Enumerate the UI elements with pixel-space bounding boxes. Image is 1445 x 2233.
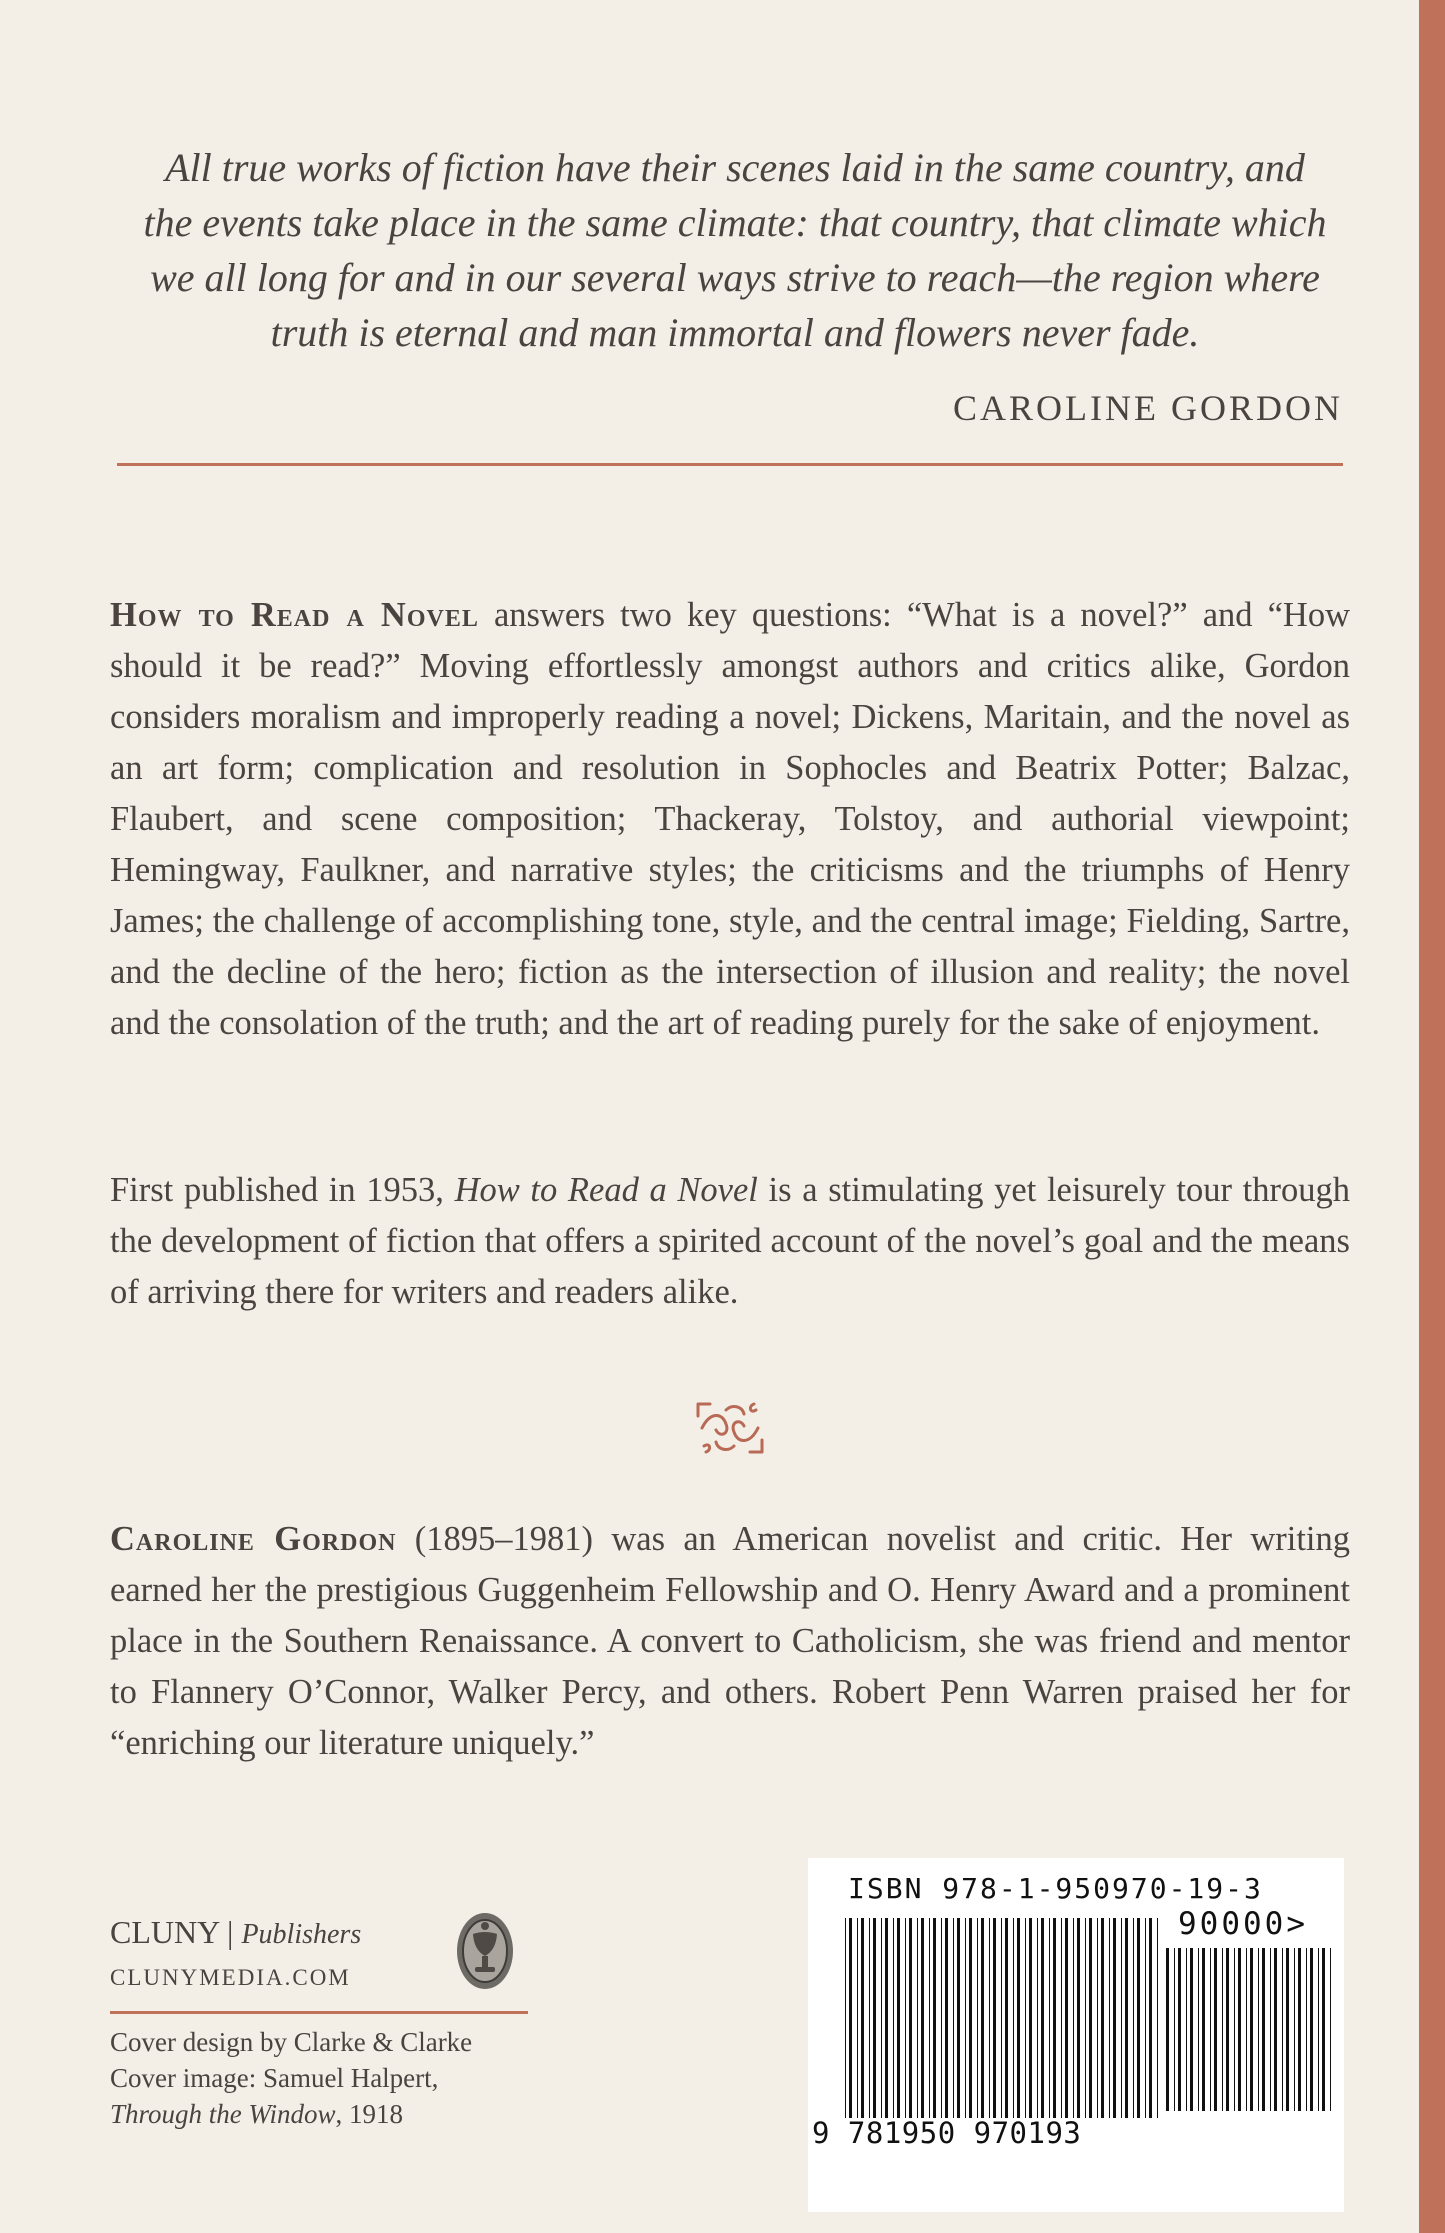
- book-title-italic: How to Read a Novel: [454, 1171, 758, 1209]
- barcode-bar: [1318, 1948, 1319, 2111]
- cover-credits: [110, 2024, 472, 2132]
- barcode-bar: [893, 1918, 894, 2118]
- barcode-bar: [1073, 1918, 1074, 2118]
- publisher-logo: [110, 1914, 361, 1951]
- barcode-bar: [869, 1918, 870, 2118]
- barcode-bar: [933, 1918, 936, 2118]
- barcode-bar: [1226, 1948, 1229, 2111]
- barcode-bar: [1298, 1948, 1301, 2111]
- barcode-bar: [1137, 1918, 1140, 2118]
- barcode-bar: [849, 1918, 852, 2118]
- barcode-bar: [1097, 1918, 1098, 2118]
- barcode-bar: [1258, 1948, 1259, 2111]
- barcode-bar: [1234, 1948, 1235, 2111]
- barcode-bar: [881, 1918, 882, 2118]
- barcode-bar: [1065, 1918, 1068, 2118]
- barcode-bar: [1294, 1948, 1295, 2111]
- publisher-separator: |: [219, 1914, 242, 1950]
- quote-line: we all long for and in our several ways strive to reach—the region where: [150, 255, 1320, 300]
- barcode-bar: [1085, 1918, 1086, 2118]
- barcode-bar: [929, 1918, 930, 2118]
- image-year: , 1918: [335, 2099, 404, 2129]
- barcode-bar: [1113, 1918, 1116, 2118]
- barcode-bar: [1001, 1918, 1002, 2118]
- barcode-bar: [965, 1918, 966, 2118]
- epigraph-quote: [140, 140, 1330, 360]
- design-credit: Cover design by Clarke & Clarke: [110, 2027, 473, 2057]
- barcode-bar: [1190, 1948, 1193, 2111]
- barcode-bar: [993, 1918, 996, 2118]
- barcode-bar: [1025, 1918, 1026, 2118]
- quote-line: truth is eternal and man immortal and flowers never fade.: [270, 310, 1200, 355]
- barcode-bar: [1306, 1948, 1307, 2111]
- barcode-bar: [1049, 1918, 1050, 2118]
- barcode-bar: [885, 1918, 888, 2118]
- image-title-line: [110, 2096, 472, 2132]
- barcode-bar: [1174, 1948, 1175, 2111]
- publication-prefix: First published in 1953,: [110, 1171, 455, 1209]
- barcode-bar: [897, 1918, 900, 2118]
- spine-accent-bar: [1419, 0, 1445, 2233]
- barcode-bar: [917, 1918, 918, 2118]
- barcode-bar: [1077, 1918, 1080, 2118]
- price-barcode: [1166, 1948, 1336, 2111]
- barcode-bar: [1149, 1918, 1152, 2118]
- price-code: 90000>: [1178, 1906, 1308, 1942]
- credits-divider: [110, 2011, 528, 2014]
- barcode-bar: [1005, 1918, 1008, 2118]
- barcode-bar: [1133, 1918, 1134, 2118]
- quote-line: the events take place in the same climate: that country, that climate which: [143, 200, 1327, 245]
- barcode-bar: [873, 1918, 876, 2118]
- barcode-bar: [861, 1918, 864, 2118]
- barcode-bar: [1282, 1948, 1283, 2111]
- barcode-bar: [1121, 1918, 1122, 2118]
- barcode-bar: [1262, 1948, 1265, 2111]
- barcode-bar: [1250, 1948, 1253, 2111]
- author-name: Caroline Gordon: [110, 1520, 397, 1558]
- barcode-bar: [1330, 1948, 1331, 2111]
- barcode-bar: [941, 1918, 942, 2118]
- barcode-bar: [1037, 1918, 1038, 2118]
- barcode-bar: [989, 1918, 990, 2118]
- barcode-bar: [1274, 1948, 1277, 2111]
- barcode-bar: [1210, 1948, 1211, 2111]
- barcode-bar: [1222, 1948, 1223, 2111]
- barcode-bar: [1109, 1918, 1110, 2118]
- fleuron-ornament-icon: [692, 1398, 768, 1458]
- barcode-bar: [857, 1918, 858, 2118]
- description-text: answers two key questions: “What is a novel?” and “How should it be read?” Moving effortlessly amongst authors and critics alike, Gordon considers moralism and improperly reading a novel; Dickens, Maritain, and the novel as an art form; complication and resolution in Sophocles and Beatrix Potter; Balzac, Flaubert, and scene composition; Thackeray, Tolstoy, and authorial viewpoint; Hemingway, Faulkner, and narrative styles; the criticisms and the triumphs of Henry James; the challenge of accomplishing tone, style, and the central image; Fielding, Sartre, and the decline of the hero; fiction as the intersection of illusion and reality; the novel and the consolation of the truth; and the art of reading purely for the sake of enjoyment.: [110, 596, 1350, 1042]
- barcode-bar: [1166, 1948, 1169, 2111]
- ean-digits: 9 781950 970193: [812, 2116, 1082, 2150]
- isbn-barcode: [845, 1918, 1163, 2118]
- barcode-bar: [1214, 1948, 1217, 2111]
- barcode-bar: [909, 1918, 912, 2118]
- barcode-bar: [1017, 1918, 1020, 2118]
- book-title: How to Read a Novel: [110, 596, 479, 634]
- barcode-bar: [969, 1918, 972, 2118]
- barcode-bar: [921, 1918, 924, 2118]
- divider-rule: [117, 463, 1343, 466]
- barcode-bar: [945, 1918, 948, 2118]
- barcode-bar: [1029, 1918, 1032, 2118]
- barcode-bar: [1198, 1948, 1199, 2111]
- publisher-url: CLUNYMEDIA.COM: [110, 1965, 351, 1990]
- barcode-bar: [845, 1918, 846, 2118]
- barcode-bar: [1041, 1918, 1044, 2118]
- barcode-bar: [1238, 1948, 1241, 2111]
- barcode-bar: [1310, 1948, 1313, 2111]
- isbn-label: ISBN 978-1-950970-19-3: [848, 1872, 1263, 1905]
- barcode-bar: [1246, 1948, 1247, 2111]
- barcode-bar: [1101, 1918, 1104, 2118]
- publication-paragraph: [110, 1165, 1350, 1318]
- barcode-bar: [981, 1918, 984, 2118]
- image-credit: Cover image: Samuel Halpert,: [110, 2063, 439, 2093]
- barcode-bar: [1089, 1918, 1092, 2118]
- barcode-bar: [1186, 1948, 1187, 2111]
- image-title: Through the Window: [110, 2099, 336, 2129]
- author-bio: [110, 1514, 1350, 1769]
- barcode-bar: [905, 1918, 906, 2118]
- chalice-seal-icon: [454, 1910, 516, 1992]
- publisher-name: CLUNY: [110, 1914, 220, 1950]
- barcode-bar: [977, 1918, 978, 2118]
- barcode-bar: [953, 1918, 954, 2118]
- publication-text: is a stimulating yet leisurely tour through the development of fiction that offers a spirited account of the novel’s goal and the means of arriving there for writers and readers alike.: [110, 1171, 1350, 1311]
- barcode-bar: [1178, 1948, 1181, 2111]
- barcode-bar: [1061, 1918, 1062, 2118]
- barcode-bar: [1202, 1948, 1205, 2111]
- barcode-bar: [1125, 1918, 1128, 2118]
- barcode-bar: [1053, 1918, 1056, 2118]
- barcode-bar: [957, 1918, 960, 2118]
- quote-attribution: CAROLINE GORDON: [953, 388, 1343, 428]
- barcode-bar: [1157, 1918, 1158, 2118]
- barcode-bar: [1145, 1918, 1146, 2118]
- barcode-bar: [1286, 1948, 1289, 2111]
- author-bio-text: (1895–1981) was an American novelist and critic. Her writing earned her the prestigious Guggenheim Fellowship and O. Henry Award and a prominent place in the Southern Renaissance. A convert to Catholicism, she was friend and mentor to Flannery O’Connor, Walker Percy, and others. Robert Penn Warren praised her for “enriching our literature uniquely.”: [110, 1520, 1350, 1762]
- publisher-label: Publishers: [241, 1919, 362, 1950]
- book-description: [110, 590, 1350, 1049]
- barcode-bar: [1322, 1948, 1325, 2111]
- quote-line: All true works of fiction have their scenes laid in the same country, and: [165, 145, 1305, 190]
- barcode-bar: [1013, 1918, 1014, 2118]
- barcode-bar: [1270, 1948, 1271, 2111]
